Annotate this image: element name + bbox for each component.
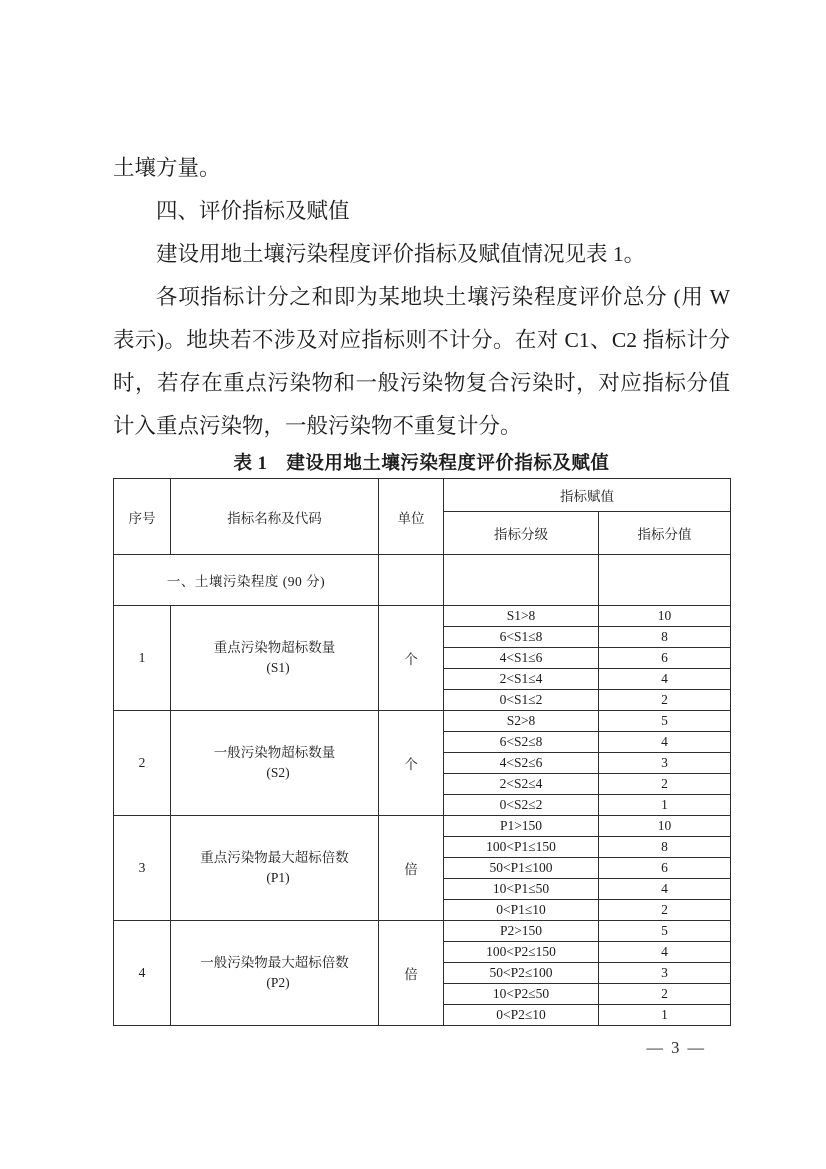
cell-grading-range: 6<S2≤8 [444,732,599,753]
table-caption: 表 1 建设用地土壤污染程度评价指标及赋值 [233,454,610,474]
document-body [113,147,730,1026]
cell-grading-range: S2>8 [444,711,599,732]
cell-name [171,816,379,921]
header-cell-no: 序号 [114,479,171,555]
cell-grading-range: S1>8 [444,606,599,627]
cell-grading-range: 100<P1≤150 [444,837,599,858]
cell-grading-range: 10<P1≤50 [444,879,599,900]
cell-grading-range: 50<P1≤100 [444,858,599,879]
indicator-row [114,921,731,942]
cell-grading-score: 4 [599,942,731,963]
header-cell-assignment: 指标赋值 [444,479,731,512]
cell-grading-range: P1>150 [444,816,599,837]
cell-grading-score: 2 [599,774,731,795]
indicator-code: (S1) [266,660,290,675]
cell-grading-range: 4<S2≤6 [444,753,599,774]
cell-grading-range: 2<S1≤4 [444,669,599,690]
header-cell-value: 指标分值 [599,512,731,555]
cell-grading-score: 8 [599,627,731,648]
indicator-row [114,711,731,732]
paragraph-scoring-line-1: 各项指标计分之和即为某地块土壤污染程度评价总分 (用 W [156,285,730,309]
cell-grading-range: 0<P1≤10 [444,900,599,921]
header-cell-unit: 单位 [379,479,444,555]
paragraph-scoring-line-3: 时，若存在重点污染物和一般污染物复合污染时，对应指标分值 [113,371,730,395]
cell-grading-score: 5 [599,711,731,732]
cell-name [171,606,379,711]
section-empty-value-cell [599,555,731,606]
cell-unit: 倍 [379,921,444,1026]
indicator-code: (P1) [266,870,290,885]
cell-grading-range: 100<P2≤150 [444,942,599,963]
cell-grading-range: P2>150 [444,921,599,942]
paragraph-scoring-line-4: 计入重点污染物，一般污染物不重复计分。 [113,414,522,438]
section-empty-grading-cell [444,555,599,606]
paragraph-scoring-line-2: 表示)。地块若不涉及对应指标则不计分。在对 C1、C2 指标计分 [113,328,730,352]
cell-grading-score: 2 [599,900,731,921]
section-title-cell: 一、土壤污染程度 (90 分) [114,555,379,606]
cell-grading-score: 10 [599,606,731,627]
cell-grading-range: 4<S1≤6 [444,648,599,669]
cell-no: 3 [114,816,171,921]
indicator-name: 一般污染物最大超标倍数 [200,954,349,970]
section-heading: 四、评价指标及赋值 [156,199,350,223]
cell-grading-score: 4 [599,879,731,900]
table-header-row-1 [114,479,731,512]
cell-grading-score: 4 [599,732,731,753]
indicator-code: (P2) [266,975,290,990]
cell-grading-range: 0<S1≤2 [444,690,599,711]
cell-grading-score: 1 [599,795,731,816]
cell-no: 2 [114,711,171,816]
cell-name [171,711,379,816]
cell-grading-score: 8 [599,837,731,858]
indicator-name: 重点污染物最大超标倍数 [200,849,349,865]
cell-name [171,921,379,1026]
paragraph-intro: 建设用地土壤污染程度评价指标及赋值情况见表 1。 [156,242,646,266]
cell-grading-range: 0<P2≤10 [444,1005,599,1026]
cell-grading-score: 6 [599,858,731,879]
cell-grading-range: 50<P2≤100 [444,963,599,984]
cell-grading-score: 2 [599,984,731,1005]
cell-unit: 个 [379,711,444,816]
cell-grading-score: 10 [599,816,731,837]
header-cell-grading: 指标分级 [444,512,599,555]
cell-no: 1 [114,606,171,711]
cell-grading-range: 0<S2≤2 [444,795,599,816]
cell-grading-score: 5 [599,921,731,942]
paragraph-continuation: 土壤方量。 [113,156,221,180]
cell-grading-score: 4 [599,669,731,690]
indicator-name: 重点污染物超标数量 [213,639,336,655]
cell-grading-score: 3 [599,963,731,984]
cell-grading-score: 3 [599,753,731,774]
indicator-row [114,606,731,627]
cell-grading-range: 6<S1≤8 [444,627,599,648]
table-section-row [114,555,731,606]
cell-unit: 倍 [379,816,444,921]
cell-grading-range: 10<P2≤50 [444,984,599,1005]
section-empty-unit-cell [379,555,444,606]
page-number: — 3 — [646,1038,706,1057]
cell-grading-score: 6 [599,648,731,669]
cell-grading-score: 2 [599,690,731,711]
cell-no: 4 [114,921,171,1026]
evaluation-table [113,478,731,1026]
cell-unit: 个 [379,606,444,711]
cell-grading-range: 2<S2≤4 [444,774,599,795]
indicator-code: (S2) [266,765,290,780]
header-cell-name: 指标名称及代码 [171,479,379,555]
indicator-name: 一般污染物超标数量 [213,744,336,760]
cell-grading-score: 1 [599,1005,731,1026]
indicator-row [114,816,731,837]
